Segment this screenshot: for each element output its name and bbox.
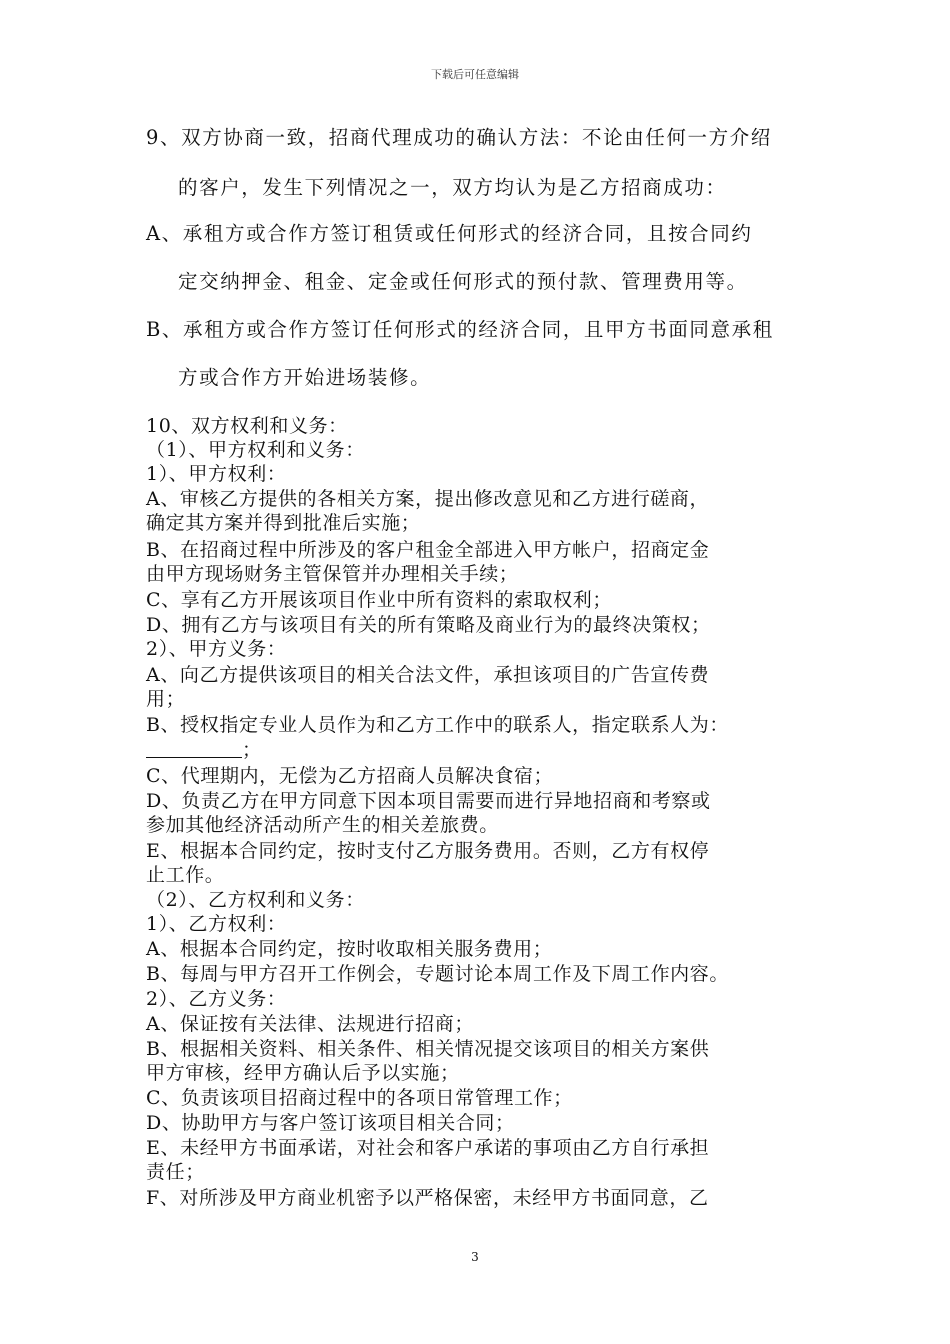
party-a-rights-a-2: 确定其方案并得到批准后实施； bbox=[146, 512, 421, 534]
clause-9a-line-2: 定交纳押金、租金、定金或任何形式的预付款、管理费用等。 bbox=[178, 270, 748, 293]
party-b-rights-a: A、根据本合同约定，按时收取相关服务费用； bbox=[146, 938, 553, 960]
clause-9b-line-2: 方或合作方开始进场装修。 bbox=[178, 366, 432, 389]
party-b-duties-d: D、协助甲方与客户签订该项目相关合同； bbox=[146, 1112, 515, 1134]
party-b-rights-b: B、每周与甲方召开工作例会，专题讨论本周工作及下周工作内容。 bbox=[146, 963, 729, 985]
party-a-rights-heading: 1）、甲方权利： bbox=[146, 463, 287, 485]
party-a-heading: （1）、甲方权利和义务： bbox=[146, 439, 365, 461]
party-a-rights-d: D、拥有乙方与该项目有关的所有策略及商业行为的最终决策权； bbox=[146, 614, 711, 636]
party-b-duties-heading: 2）、乙方义务： bbox=[146, 988, 287, 1010]
party-b-duties-c: C、负责该项目招商过程中的各项日常管理工作； bbox=[146, 1087, 573, 1109]
party-b-duties-e-1: E、未经甲方书面承诺，对社会和客户承诺的事项由乙方自行承担 bbox=[146, 1137, 710, 1159]
clause-9b-line-1: B、承租方或合作方签订任何形式的经济合同，且甲方书面同意承租 bbox=[146, 318, 774, 341]
page-number: 3 bbox=[471, 1250, 479, 1264]
party-a-duties-c: C、代理期内，无偿为乙方招商人员解决食宿； bbox=[146, 765, 554, 787]
party-a-duties-b-1: B、授权指定专业人员作为和乙方工作中的联系人，指定联系人为： bbox=[146, 714, 729, 736]
party-a-duties-d-1: D、负责乙方在甲方同意下因本项目需要而进行异地招商和考察或 bbox=[146, 790, 711, 812]
clause-10-heading: 10、双方权利和义务： bbox=[146, 415, 348, 437]
party-a-rights-c: C、享有乙方开展该项目作业中所有资料的索取权利； bbox=[146, 589, 612, 611]
party-a-duties-a-2: 用； bbox=[146, 688, 186, 710]
party-a-duties-e-1: E、根据本合同约定，按时支付乙方服务费用。否则，乙方有权停 bbox=[146, 840, 710, 862]
party-a-duties-b-2: ； bbox=[146, 738, 262, 762]
party-b-rights-heading: 1）、乙方权利： bbox=[146, 913, 287, 935]
party-a-rights-a-1: A、审核乙方提供的各相关方案，提出修改意见和乙方进行磋商， bbox=[146, 488, 710, 510]
party-a-rights-b-2: 由甲方现场财务主管保管并办理相关手续； bbox=[146, 563, 519, 585]
clause-9a-line-1: A、承租方或合作方签订租赁或任何形式的经济合同，且按合同约 bbox=[146, 222, 753, 245]
party-a-duties-heading: 2）、甲方义务： bbox=[146, 638, 287, 660]
clause-9-line-1: 9、双方协商一致，招商代理成功的确认方法：不论由任何一方介绍 bbox=[146, 126, 772, 149]
party-b-duties-f: F、对所涉及甲方商业机密予以严格保密，未经甲方书面同意，乙 bbox=[146, 1187, 709, 1209]
party-b-duties-e-2: 责任； bbox=[146, 1161, 205, 1183]
clause-9-line-2: 的客户，发生下列情况之一，双方均认为是乙方招商成功： bbox=[178, 176, 727, 199]
party-b-duties-b-1: B、根据相关资料、相关条件、相关情况提交该项目的相关方案供 bbox=[146, 1038, 710, 1060]
party-b-heading: （2）、乙方权利和义务： bbox=[146, 889, 365, 911]
party-b-duties-b-2: 甲方审核，经甲方确认后予以实施； bbox=[146, 1062, 460, 1084]
party-a-duties-a-1: A、向乙方提供该项目的相关合法文件，承担该项目的广告宣传费 bbox=[146, 664, 710, 686]
page-header: 下载后可任意编辑 bbox=[431, 68, 519, 81]
party-a-rights-b-1: B、在招商过程中所涉及的客户租金全部进入甲方帐户，招商定金 bbox=[146, 539, 710, 561]
party-b-duties-a: A、保证按有关法律、法规进行招商； bbox=[146, 1013, 474, 1035]
party-a-duties-e-2: 止工作。 bbox=[146, 864, 225, 886]
party-a-duties-d-2: 参加其他经济活动所产生的相关差旅费。 bbox=[146, 814, 499, 836]
contact-blank-line bbox=[146, 741, 242, 758]
